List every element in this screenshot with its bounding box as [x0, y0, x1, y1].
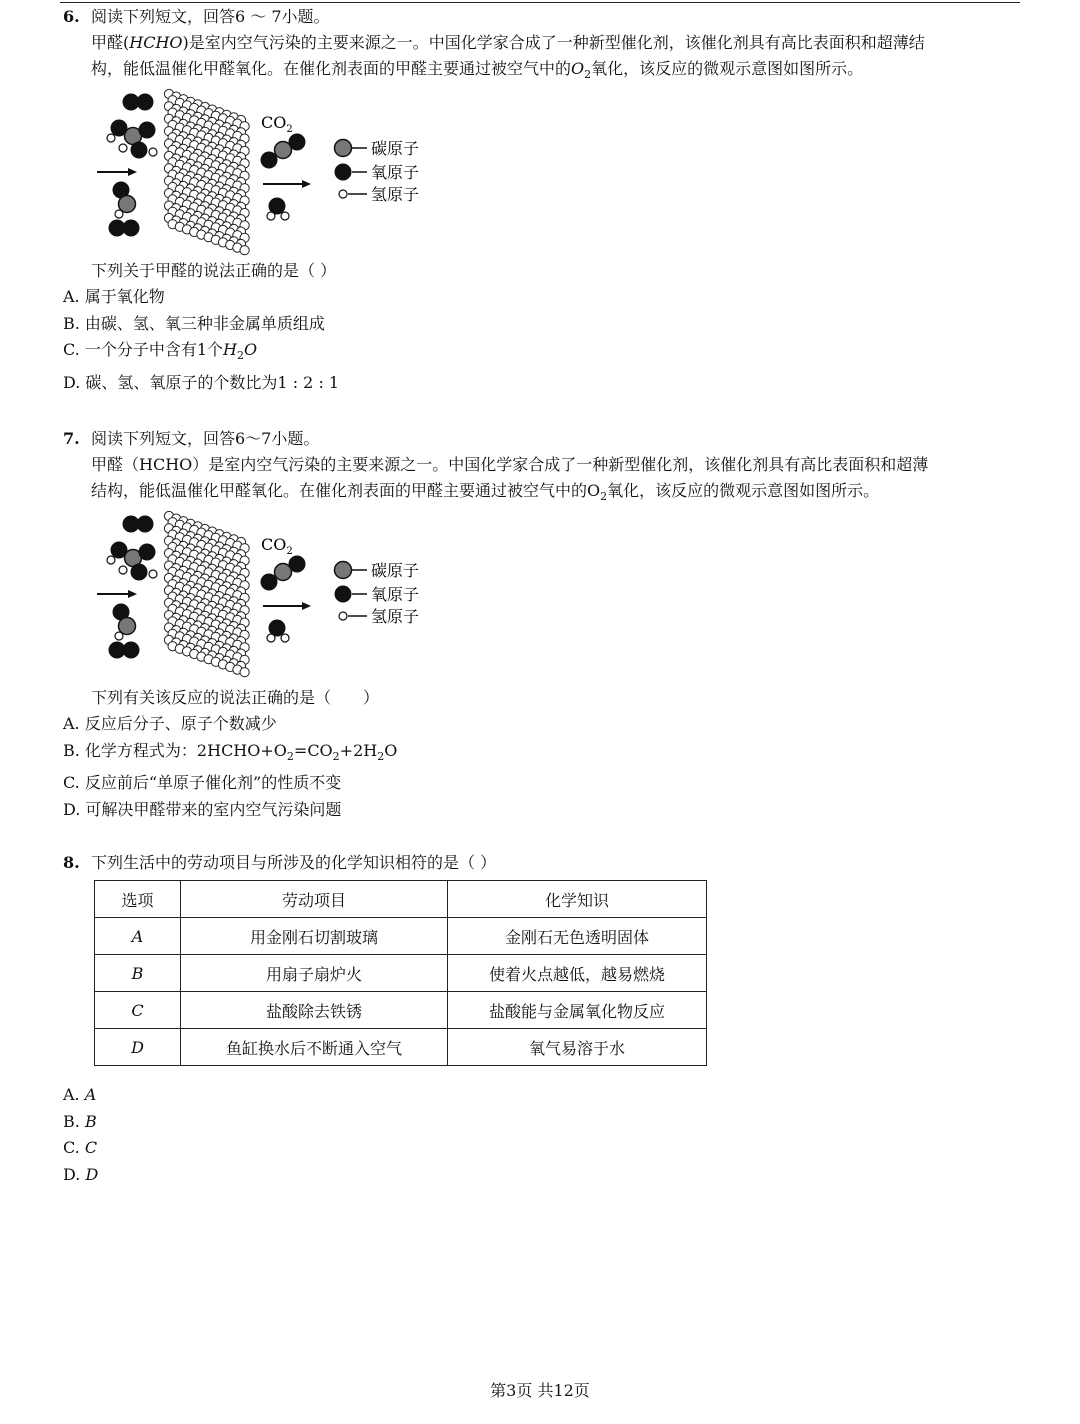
option-a[interactable]: A. 属于氧化物 [63, 287, 165, 307]
oxygen-atom [289, 556, 306, 573]
passage-text: 甲醛（HCHO）是室内空气污染的主要来源之一。中国化学家合成了一种新型催化剂，该催化剂具有高比表面积和超薄 [91, 455, 929, 474]
legend-oxygen-marker [335, 164, 352, 181]
hydrogen-atom [115, 210, 123, 218]
passage-text: )是室内空气污染的主要来源之一。中国化学家合成了一种新型催化剂，该催化剂具有高比表面积和超薄结 [182, 33, 925, 52]
question-7 [63, 426, 1023, 823]
option-a[interactable]: A. 反应后分子、原子个数减少 [63, 714, 277, 734]
subscript: 2 [377, 749, 385, 763]
option-text: A [84, 1085, 97, 1104]
table-cell: 使着火点越低，越易燃烧 [448, 955, 707, 992]
table-cell: 盐酸能与金属氧化物反应 [448, 992, 707, 1029]
option-prefix: C. [63, 1138, 85, 1157]
legend-carbon: 碳原子 [371, 139, 420, 159]
option-text: B [84, 1111, 97, 1131]
option-d[interactable]: D. 可解决甲醛带来的室内空气污染问题 [63, 799, 342, 819]
top-rule [60, 2, 1020, 3]
reactant-molecules [97, 516, 157, 659]
catalyst-grid [164, 90, 249, 255]
table-header-row [95, 881, 707, 918]
knowledge-table [94, 880, 707, 1066]
reaction-diagram-svg [91, 510, 491, 685]
option-prefix: D. [63, 1164, 86, 1184]
table-cell: 金刚石无色透明固体 [448, 918, 707, 955]
hydrogen-atom [267, 634, 275, 642]
question-intro: 阅读下列短文，回答6～7小题。 [91, 429, 320, 448]
hydrogen-atom [107, 134, 115, 142]
formula-h: H [223, 340, 237, 360]
option-b[interactable] [63, 738, 1023, 771]
table-cell: 盐酸除去铁锈 [181, 992, 448, 1029]
hydrogen-atom [149, 148, 157, 156]
arrow-head [128, 168, 137, 176]
legend-oxygen: 氧原子 [371, 585, 420, 605]
question-number: 8. [63, 853, 80, 872]
option-d[interactable] [63, 1162, 1023, 1189]
legend-hydrogen-marker [339, 612, 347, 620]
table-cell: A [95, 918, 181, 955]
table-header: 劳动项目 [181, 881, 448, 918]
subscript: 2 [584, 68, 592, 82]
formula-o2: O [571, 59, 585, 78]
formula-o: O [243, 340, 258, 360]
option-b[interactable]: B. 由碳、氢、氧三种非金属单质组成 [63, 313, 325, 333]
legend-oxygen-marker [335, 586, 352, 603]
option-text: C. 一个分子中含有1个 [63, 340, 224, 360]
question-stem: 下列有关该反应的说法正确的是（ ） [91, 688, 380, 708]
option-c[interactable] [63, 1135, 1023, 1162]
table-header: 选项 [95, 881, 181, 918]
reactant-molecules [97, 94, 157, 237]
hydrogen-atom [281, 634, 289, 642]
hydrogen-atom [119, 144, 127, 152]
subscript: 2 [600, 490, 608, 504]
reaction-diagram [91, 88, 1023, 258]
table-row [95, 955, 707, 992]
legend-hydrogen: 氢原子 [371, 185, 420, 205]
oxygen-atom [131, 564, 148, 581]
co2-label: $CO_2$ [261, 113, 293, 136]
reaction-diagram-svg [91, 88, 491, 258]
table-cell: B [95, 955, 181, 992]
table-cell: 用扇子扇炉火 [181, 955, 448, 992]
oxygen-atom [137, 94, 154, 111]
table-row [95, 918, 707, 955]
arrow-head [302, 180, 311, 188]
option-prefix: B. [63, 1111, 85, 1131]
table-header: 化学知识 [448, 881, 707, 918]
option-a[interactable] [63, 1082, 1023, 1109]
question-stem: 下列生活中的劳动项目与所涉及的化学知识相符的是（ ） [91, 853, 497, 872]
question-stem: 下列关于甲醛的说法正确的是（ ） [91, 261, 337, 281]
passage-text: 氧化，该反应的微观示意图如图所示。 [591, 59, 864, 78]
legend-carbon-marker [335, 562, 352, 579]
legend-carbon: 碳原子 [371, 561, 420, 581]
question-8-options [63, 1082, 1023, 1188]
legend-hydrogen-marker [339, 190, 347, 198]
passage-text: 构，能低温催化甲醛氧化。在催化剂表面的甲醛主要通过被空气中的 [91, 59, 572, 78]
table-cell: 用金刚石切割玻璃 [181, 918, 448, 955]
passage-text: 甲醛( [91, 33, 130, 52]
passage [63, 30, 1023, 88]
option-c[interactable] [63, 337, 1023, 370]
subscript: 2 [236, 349, 244, 363]
oxygen-atom [139, 544, 156, 561]
hydrogen-atom [115, 632, 123, 640]
option-text: D [85, 1164, 99, 1184]
option-d[interactable]: D. 碳、氢、氧原子的个数比为1 : 2 : 1 [63, 372, 340, 392]
option-text: B. 化学方程式为：2HCHO+O [63, 740, 287, 760]
legend-carbon-marker [335, 140, 352, 157]
hydrogen-atom [149, 570, 157, 578]
oxygen-atom [139, 122, 156, 139]
arrow-head [302, 602, 311, 610]
oxygen-atom [289, 134, 306, 151]
table-cell: C [95, 992, 181, 1029]
formula-hcho: HCHO [129, 33, 183, 52]
product-molecules [261, 556, 368, 643]
hydrogen-atom [119, 566, 127, 574]
oxygen-atom [123, 220, 140, 237]
legend-hydrogen: 氢原子 [371, 607, 420, 627]
oxygen-atom [137, 516, 154, 533]
passage-text: 结构，能低温催化甲醛氧化。在催化剂表面的甲醛主要通过被空气中的O [91, 481, 601, 500]
option-c[interactable]: C. 反应前后“单原子催化剂”的性质不变 [63, 773, 342, 793]
catalyst-atom [240, 668, 249, 677]
table-row [95, 992, 707, 1029]
question-number: 6. [63, 7, 80, 26]
catalyst-grid [164, 512, 249, 677]
subscript: 2 [286, 749, 294, 763]
co2-label: $CO_2$ [261, 535, 293, 558]
option-text: =CO [293, 740, 333, 760]
hydrogen-atom [267, 212, 275, 220]
product-molecules [261, 134, 368, 221]
oxygen-atom [123, 642, 140, 659]
oxygen-atom [131, 142, 148, 159]
catalyst-atom [240, 246, 249, 255]
passage [63, 452, 1023, 510]
subscript: 2 [332, 749, 340, 763]
question-6 [63, 4, 1023, 396]
hydrogen-atom [107, 556, 115, 564]
table-cell: D [95, 1029, 181, 1066]
question-intro: 阅读下列短文，回答6 ～ 7小题。 [91, 7, 330, 26]
option-b[interactable] [63, 1109, 1023, 1136]
arrow-head [128, 590, 137, 598]
option-text: O [384, 740, 398, 760]
reaction-diagram [91, 510, 1023, 685]
option-text: C [84, 1138, 98, 1157]
hydrogen-atom [281, 212, 289, 220]
passage-text: 氧化，该反应的微观示意图如图所示。 [607, 481, 880, 500]
option-text: +2H [339, 740, 378, 760]
option-prefix: A. [63, 1085, 85, 1104]
table-row [95, 1029, 707, 1066]
page-footer: 第3页 共12页 [490, 1381, 590, 1400]
table-cell: 氧气易溶于水 [448, 1029, 707, 1066]
legend-oxygen: 氧原子 [371, 163, 420, 183]
table-cell: 鱼缸换水后不断通入空气 [181, 1029, 448, 1066]
question-number: 7. [63, 429, 80, 448]
question-8 [63, 850, 1023, 876]
